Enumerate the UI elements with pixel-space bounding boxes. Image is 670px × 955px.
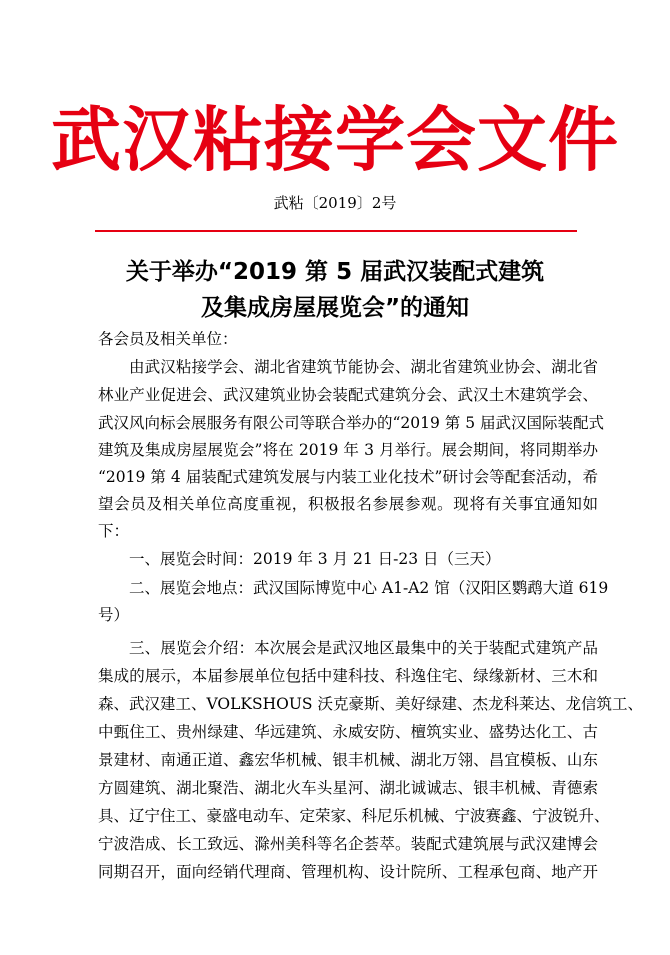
- body-line: 望会员及相关单位高度重视，积极报名参展参观。现将有关事宜通知如: [98, 495, 598, 513]
- body-line: 方圆建筑、湖北聚浩、湖北火车头星河、湖北诚诚志、银丰机械、青德索: [98, 779, 598, 797]
- body-line: “2019 第 4 届装配式建筑发展与内装工业化技术”研讨会等配套活动，希: [98, 468, 598, 486]
- notice-title-line-2: 及集成房屋展览会”的通知: [200, 295, 470, 321]
- exhibition-venue: 二、展览会地点：武汉国际博览中心 A1-A2 馆（汉阳区鹦鹉大道 619: [129, 579, 609, 597]
- body-line: 武汉风向标会展服务有限公司等联合举办的“2019 第 5 届武汉国际装配式: [98, 414, 605, 432]
- exhibition-time: 一、展览会时间：2019 年 3 月 21 日-23 日（三天）: [129, 550, 501, 568]
- exhibition-intro: 三、展览会介绍：本次展会是武汉地区最集中的关于装配式建筑产品: [129, 639, 598, 657]
- body-line: 宁波浩成、长工致远、滁州美科等名企荟萃。装配式建筑展与武汉建博会: [98, 835, 598, 853]
- red-divider-line: [95, 230, 577, 232]
- body-line: 同期召开，面向经销代理商、管理机构、设计院所、工程承包商、地产开: [98, 863, 598, 881]
- notice-title-line-1: 关于举办“2019 第 5 届武汉装配式建筑: [125, 259, 545, 285]
- body-line: 林业产业促进会、武汉建筑业协会装配式建筑分会、武汉土木建筑学会、: [98, 386, 598, 404]
- body-line: 集成的展示，本届参展单位包括中建科技、科逸住宅、绿缘新材、三木和: [98, 667, 598, 685]
- body-line: 建筑及集成房屋展览会”将在 2019 年 3 月举行。展会期间，将同期举办: [98, 441, 598, 459]
- masthead-title: 武汉粘接学会文件: [51, 99, 619, 181]
- body-line: 具、辽宁住工、豪盛电动车、定荣家、科尼乐机械、宁波赛鑫、宁波锐升、: [98, 807, 610, 825]
- body-line: 下：: [98, 522, 130, 540]
- body-line: 森、武汉建工、VOLKSHOUS 沃克豪斯、美好绿建、杰龙科莱达、龙信筑工、: [98, 695, 643, 713]
- body-line: 由武汉粘接学会、湖北省建筑节能协会、湖北省建筑业协会、湖北省: [129, 358, 598, 376]
- body-line: 景建材、南通正道、鑫宏华机械、银丰机械、湖北万翎、昌宜模板、山东: [98, 751, 598, 769]
- document-number: 武粘〔2019〕2号: [273, 194, 397, 212]
- salutation: 各会员及相关单位：: [98, 330, 238, 348]
- body-line: 号）: [98, 606, 130, 624]
- body-line: 中甄住工、贵州绿建、华远建筑、永威安防、檀筑实业、盛势达化工、古: [98, 723, 598, 741]
